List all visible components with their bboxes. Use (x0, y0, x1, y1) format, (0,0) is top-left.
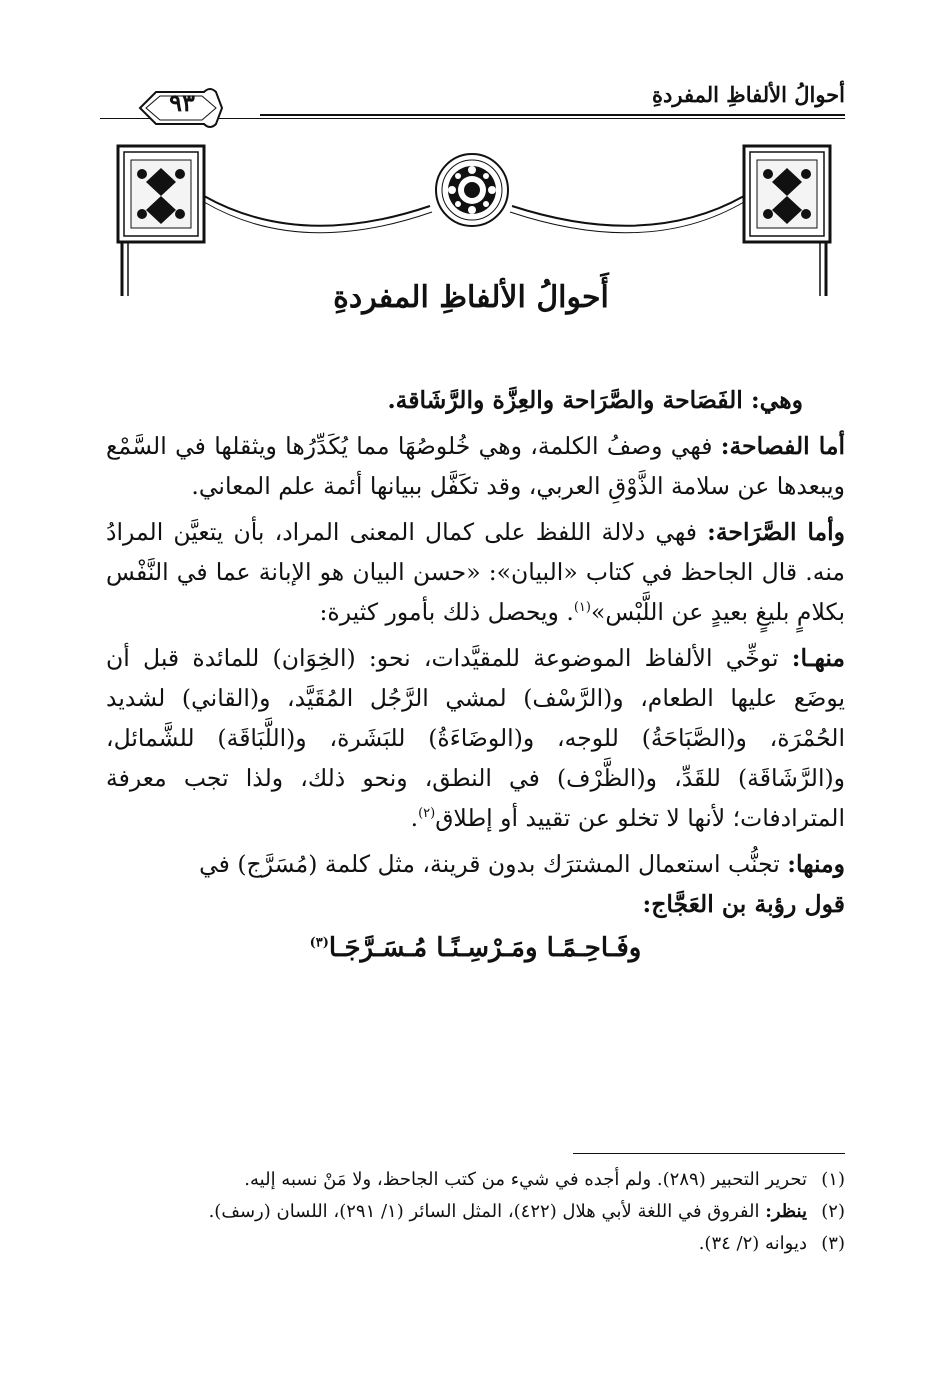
footnote-text: ديوانه (٢/ ٣٤). (698, 1233, 807, 1254)
poetry-verse: وفَـاحِـمًـا ومَـرْسِـنًـا مُـسَـرَّجَـا$^{(٣)}$ (309, 933, 642, 963)
chapter-title: أَحوالُ الألفاظِ المفردةِ (333, 280, 609, 315)
footnote-number: (٣) (821, 1233, 845, 1254)
footnote-item (106, 1164, 845, 1196)
footnote-item (106, 1196, 845, 1228)
footnote-item (106, 1228, 845, 1260)
running-title: أحوالُ الألفاظِ المفردةِ (652, 82, 845, 107)
verse-intro: قول رؤبة بن العَجَّاج: (642, 890, 845, 918)
main-text (106, 380, 845, 968)
right-pillar-ornament (744, 146, 830, 296)
paragraph-wa-minha: ومنها: تجنُّب استعمال المشترَك بدون قرينة، مثل كلمة (مُسَرَّج) في قول رؤبة بن العَجَّاج: (199, 850, 845, 918)
left-pillar-ornament (118, 146, 204, 296)
footnote-ref[interactable]: (١) (573, 600, 591, 616)
chapter-header-ornament (0, 0, 942, 320)
footnote-ref[interactable]: (٢) (418, 806, 436, 822)
footnote-number: (١) (821, 1169, 845, 1190)
paragraph-fasaha: أما الفصاحة: فهي وصفُ الكلمة، وهي خُلوصُهَا مما يُكَدِّرُها ويثقلها في السَّمْع ويبعدها عن سلامة الذَّوْقِ العربي، وقد تكَفَّل ببيانها أئمة علم المعاني. (106, 432, 846, 500)
footnote-text: تحرير التحبير (٢٨٩). ولم أجده في شيء من كتب الجاحظ، ولا مَنْ نسبه إليه. (244, 1169, 807, 1190)
paragraph-minha: منهـا: توخِّي الألفاظ الموضوعة للمقيَّدات، نحو: (الخِوَان) للمائدة قبل أن يوضَع عليها الطعام، و(الرَّسْف) لمشي الرَّجُل المُقَيَّد، و(القاني) لشديد الحُمْرَة، و(الصَّبَاحَةُ) للوجه، و(الوضَاءَةُ) للبَشَرة، و(اللَّبَاقَة) للشَّمائل، و(الرَّشَاقَة) للقَدِّ، و(الظَّرْف) في النطق، ونحو ذلك، ولذا تجب معرفة المترادفات؛ لأنها لا تخلو عن تقييد أو إطلاق$^{(٢)}$. (106, 644, 845, 832)
center-medallion (436, 154, 508, 226)
lead-phrase: أما الفصاحة: (720, 432, 846, 460)
lead-phrase: وهي: (750, 386, 803, 414)
footnote-ref[interactable]: (٣) (309, 935, 329, 951)
footnote-number: (٢) (821, 1201, 845, 1222)
footnote-separator (573, 1153, 845, 1154)
paragraph-definition: وهي: الفَصَاحة والصَّرَاحة والعِزَّة والرَّشَاقة. (387, 386, 803, 414)
footnote-text: ينظر: الفروق في اللغة لأبي هلال (٤٢٢)، المثل السائر (١/ ٢٩١)، اللسان (رسف). (208, 1201, 807, 1222)
lead-phrase: ومنها: (787, 850, 845, 878)
lead-phrase: وأما الصَّرَاحة: (707, 518, 845, 546)
paragraph-saraha: وأما الصَّرَاحة: فهي دلالة اللفظ على كمال المعنى المراد، بأن يتعيَّن المرادُ منه. قال الجاحظ في كتاب «البيان»: «حسن البيان هو الإبانة عما في النَّفْس بكلامٍ بليغٍ بعيدٍ عن اللَّبْس»$^{(١)}$. ويحصل ذلك بأمور كثيرة: (106, 518, 845, 626)
lead-phrase: منهـا: (791, 644, 845, 672)
page-number: ٩٣ (169, 88, 195, 117)
footnotes (106, 1164, 845, 1260)
